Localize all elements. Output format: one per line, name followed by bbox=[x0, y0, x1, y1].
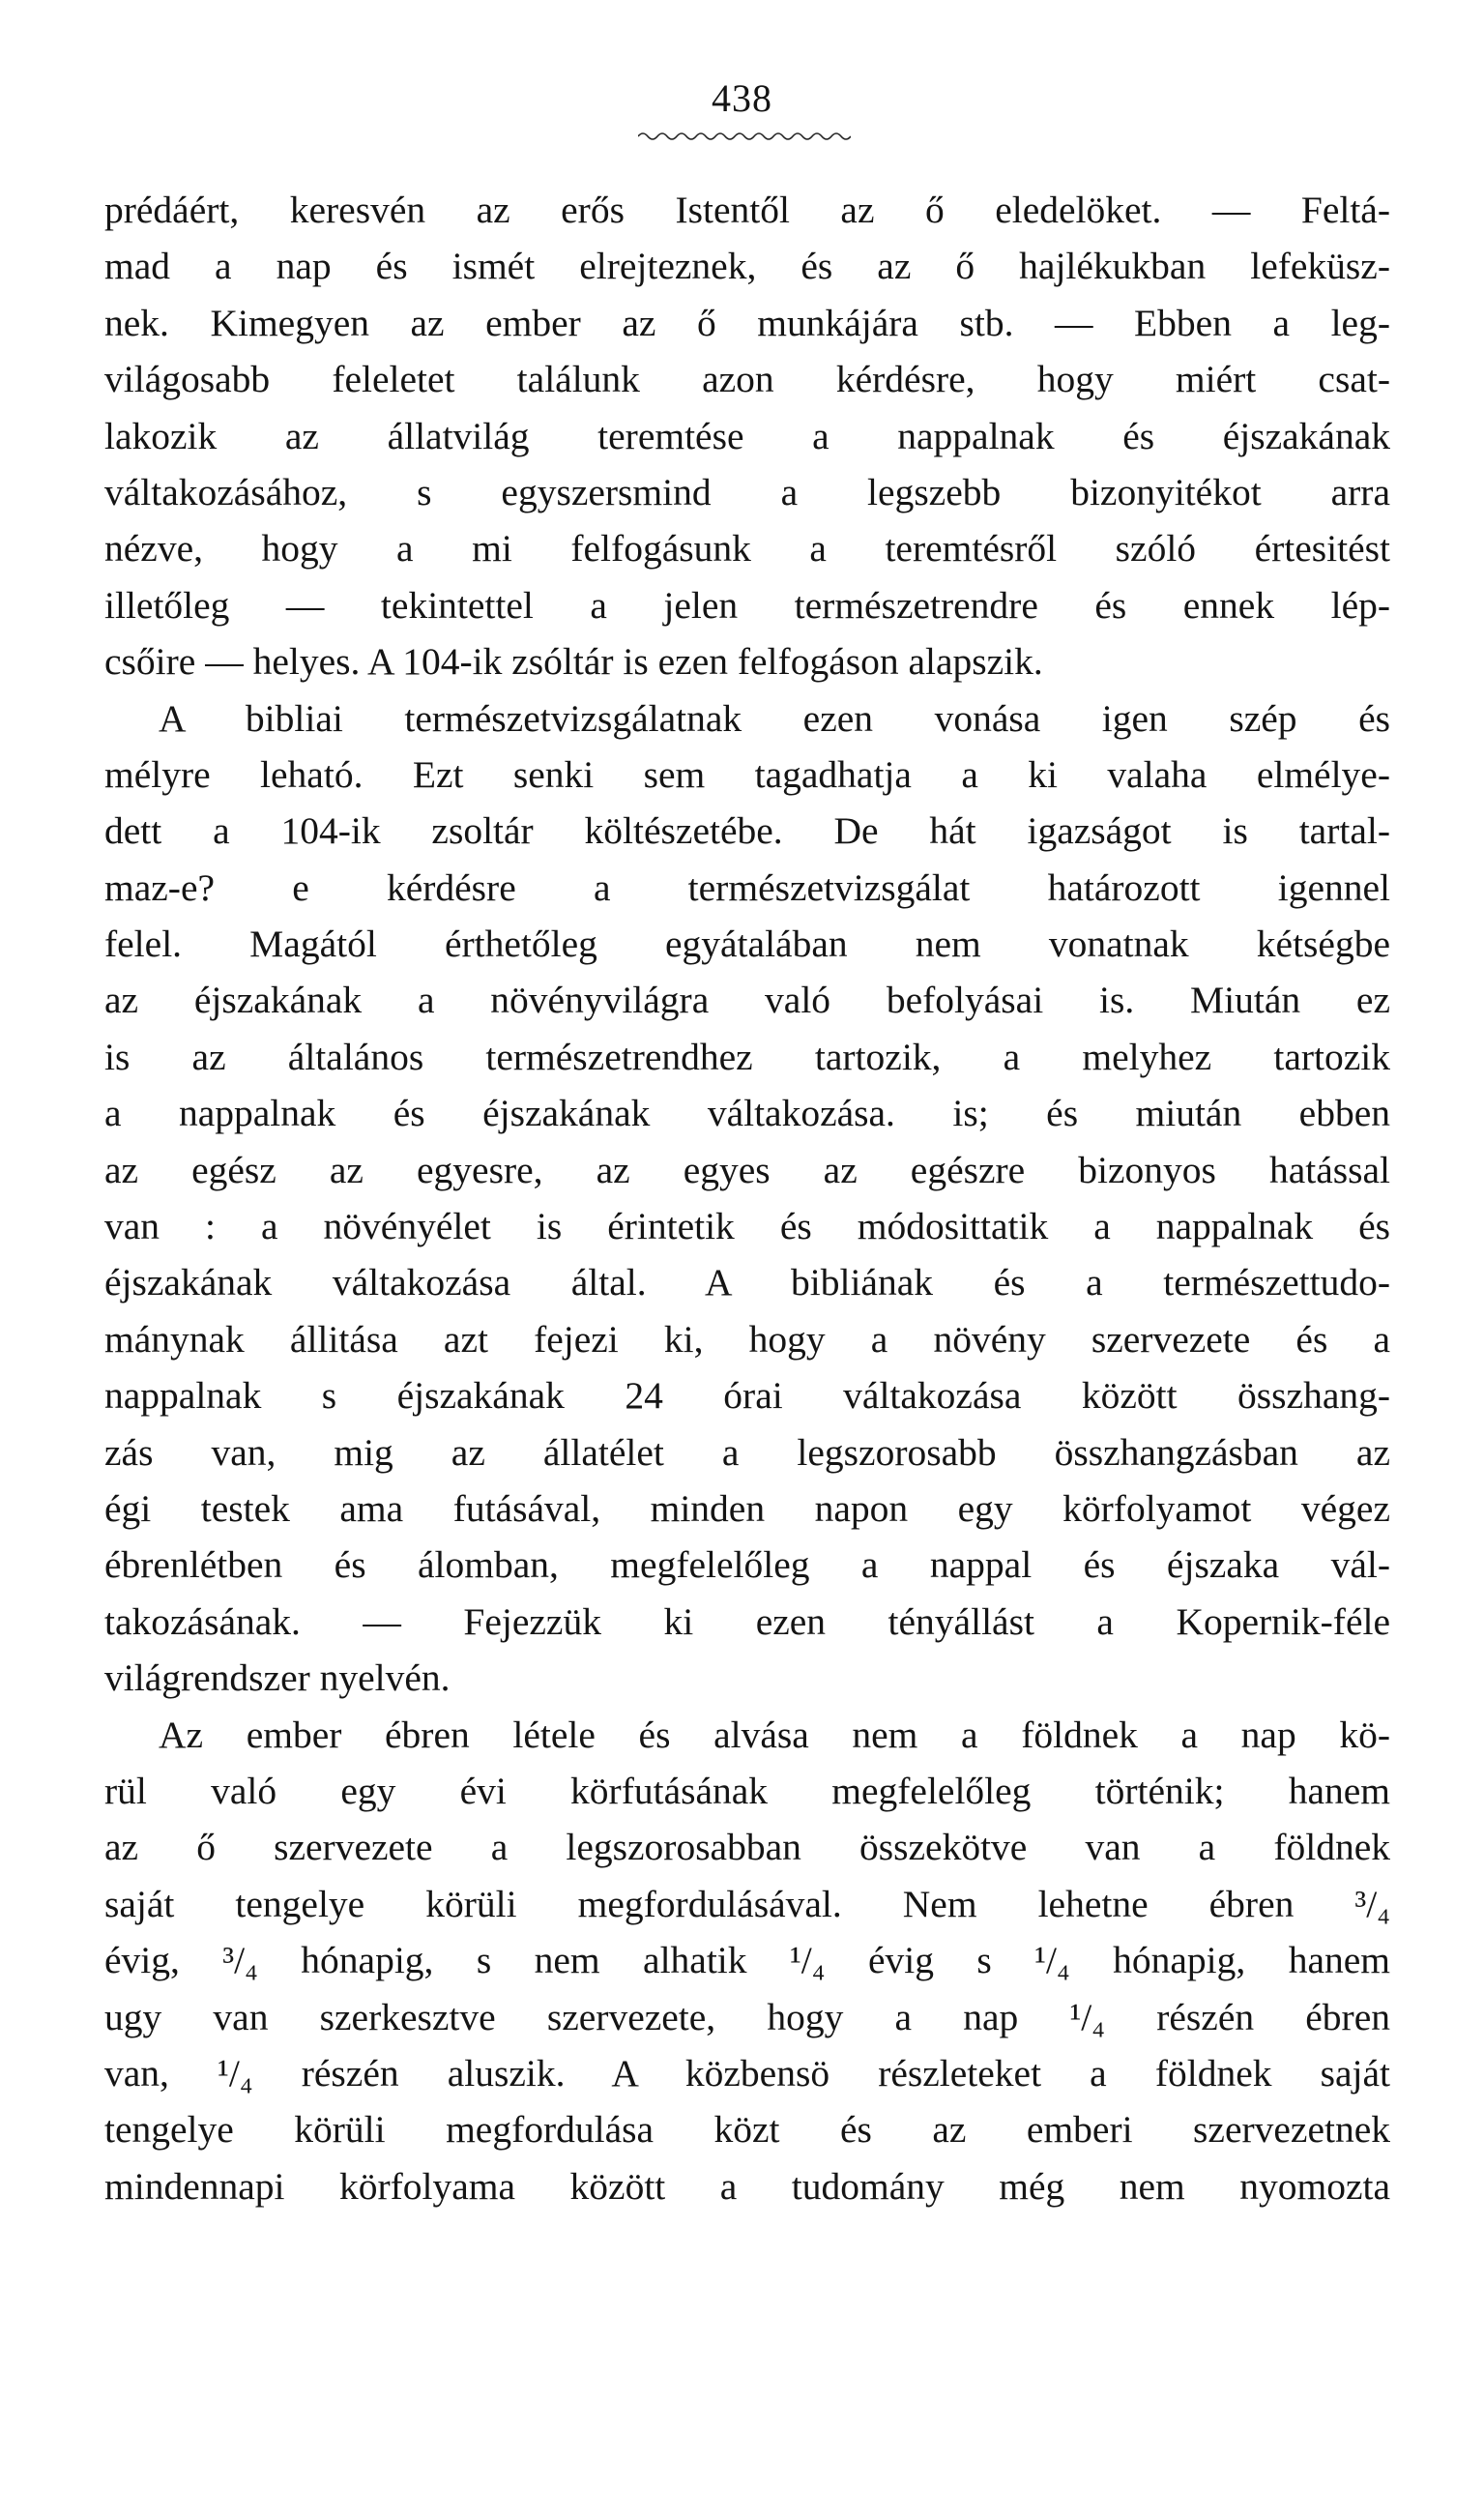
text-line: az éjszakának a növényvilágra való befolyásai is. Miután ez bbox=[104, 979, 1390, 1022]
text-line: a nappalnak és éjszakának váltakozása. is; és miután ebben bbox=[104, 1092, 1390, 1135]
text-line: évig, ³/₄ hónapig, s nem alhatik ¹/₄ évig s ¹/₄ hónapig, hanem bbox=[104, 1939, 1390, 1982]
text-line: zás van, mig az állatélet a legszorosabb összhangzásban az bbox=[104, 1430, 1390, 1474]
text-line: A bibliai természetvizsgálatnak ezen vonása igen szép és bbox=[159, 696, 1390, 740]
text-line: is az általános természetrendhez tartozik, a melyhez tartozik bbox=[104, 1035, 1390, 1078]
text-line: tengelye körüli megfordulása közt és az emberi szervezetnek bbox=[104, 2108, 1390, 2152]
text-line: az ő szervezete a legszorosabban összekötve van a földnek bbox=[104, 1826, 1390, 1869]
text-line: lakozik az állatvilág teremtése a nappalnak és éjszakának bbox=[104, 414, 1390, 457]
text-line: éjszakának váltakozása által. A bibliának és a természettudo- bbox=[104, 1261, 1390, 1304]
text-line: illetőleg — tekintettel a jelen természetrendre és ennek lép- bbox=[104, 583, 1390, 627]
text-line: Az ember ébren létele és alvása nem a földnek a nap kö- bbox=[159, 1713, 1390, 1756]
text-line: dett a 104-ik zsoltár költészetébe. De hát igazságot is tartal- bbox=[104, 809, 1390, 853]
page-header bbox=[0, 75, 1484, 122]
text-line: mélyre leható. Ezt senki sem tagadhatja a ki valaha elmélye- bbox=[104, 752, 1390, 796]
text-line: nézve, hogy a mi felfogásunk a teremtésről szóló értesitést bbox=[104, 527, 1390, 571]
text-line: világrendszer nyelvén. bbox=[104, 1656, 451, 1700]
page-number: 438 bbox=[712, 76, 772, 120]
text-line: mindennapi körfolyama között a tudomány még nem nyomozta bbox=[104, 2164, 1390, 2208]
text-line: nappalnak s éjszakának 24 órai váltakozása között összhang- bbox=[104, 1374, 1390, 1418]
text-line: csőire — helyes. A 104-ik zsóltár is ezen felfogáson alapszik. bbox=[104, 640, 1043, 684]
text-line: világosabb feleletet találunk azon kérdésre, hogy miért csat- bbox=[104, 358, 1390, 401]
text-line: felel. Magától érthetőleg egyátalában nem vonatnak kétségbe bbox=[104, 923, 1390, 966]
text-line: takozásának. — Fejezzük ki ezen tényállást a Kopernik-féle bbox=[104, 1599, 1390, 1643]
text-line: ébrenlétben és álomban, megfelelőleg a nappal és éjszaka vál- bbox=[104, 1543, 1390, 1587]
text-line: mad a nap és ismét elrejteznek, és az ő hajlékukban lefeküsz- bbox=[104, 245, 1390, 288]
text-line: rül való egy évi körfutásának megfelelőleg történik; hanem bbox=[104, 1769, 1390, 1812]
text-line: mánynak állitása azt fejezi ki, hogy a növény szervezete és a bbox=[104, 1317, 1390, 1361]
text-line: van : a növényélet is érintetik és módosittatik a nappalnak és bbox=[104, 1205, 1390, 1248]
text-line: saját tengelye körüli megfordulásával. Nem lehetne ébren ³/₄ bbox=[104, 1882, 1390, 1925]
text-line: égi testek ama futásával, minden napon egy körfolyamot végez bbox=[104, 1486, 1390, 1530]
text-line: van, ¹/₄ részén aluszik. A közbensö részleteket a földnek saját bbox=[104, 2051, 1390, 2095]
text-line: nek. Kimegyen az ember az ő munkájára stb. — Ebben a leg- bbox=[104, 301, 1390, 344]
wavy-ornament-icon bbox=[638, 130, 851, 143]
text-line: prédáért, keresvén az erős Istentől az ő eledelöket. — Feltá- bbox=[104, 189, 1390, 231]
text-line: maz-e? e kérdésre a természetvizsgálat határozott igennel bbox=[104, 865, 1390, 909]
text-line: ugy van szerkesztve szervezete, hogy a nap ¹/₄ részén ébren bbox=[104, 1995, 1390, 2038]
text-line: az egész az egyesre, az egyes az egészre bizonyos hatással bbox=[104, 1148, 1390, 1191]
body-text bbox=[104, 182, 1390, 2214]
text-line: váltakozásához, s egyszersmind a legszebb bizonyitékot arra bbox=[104, 470, 1390, 513]
